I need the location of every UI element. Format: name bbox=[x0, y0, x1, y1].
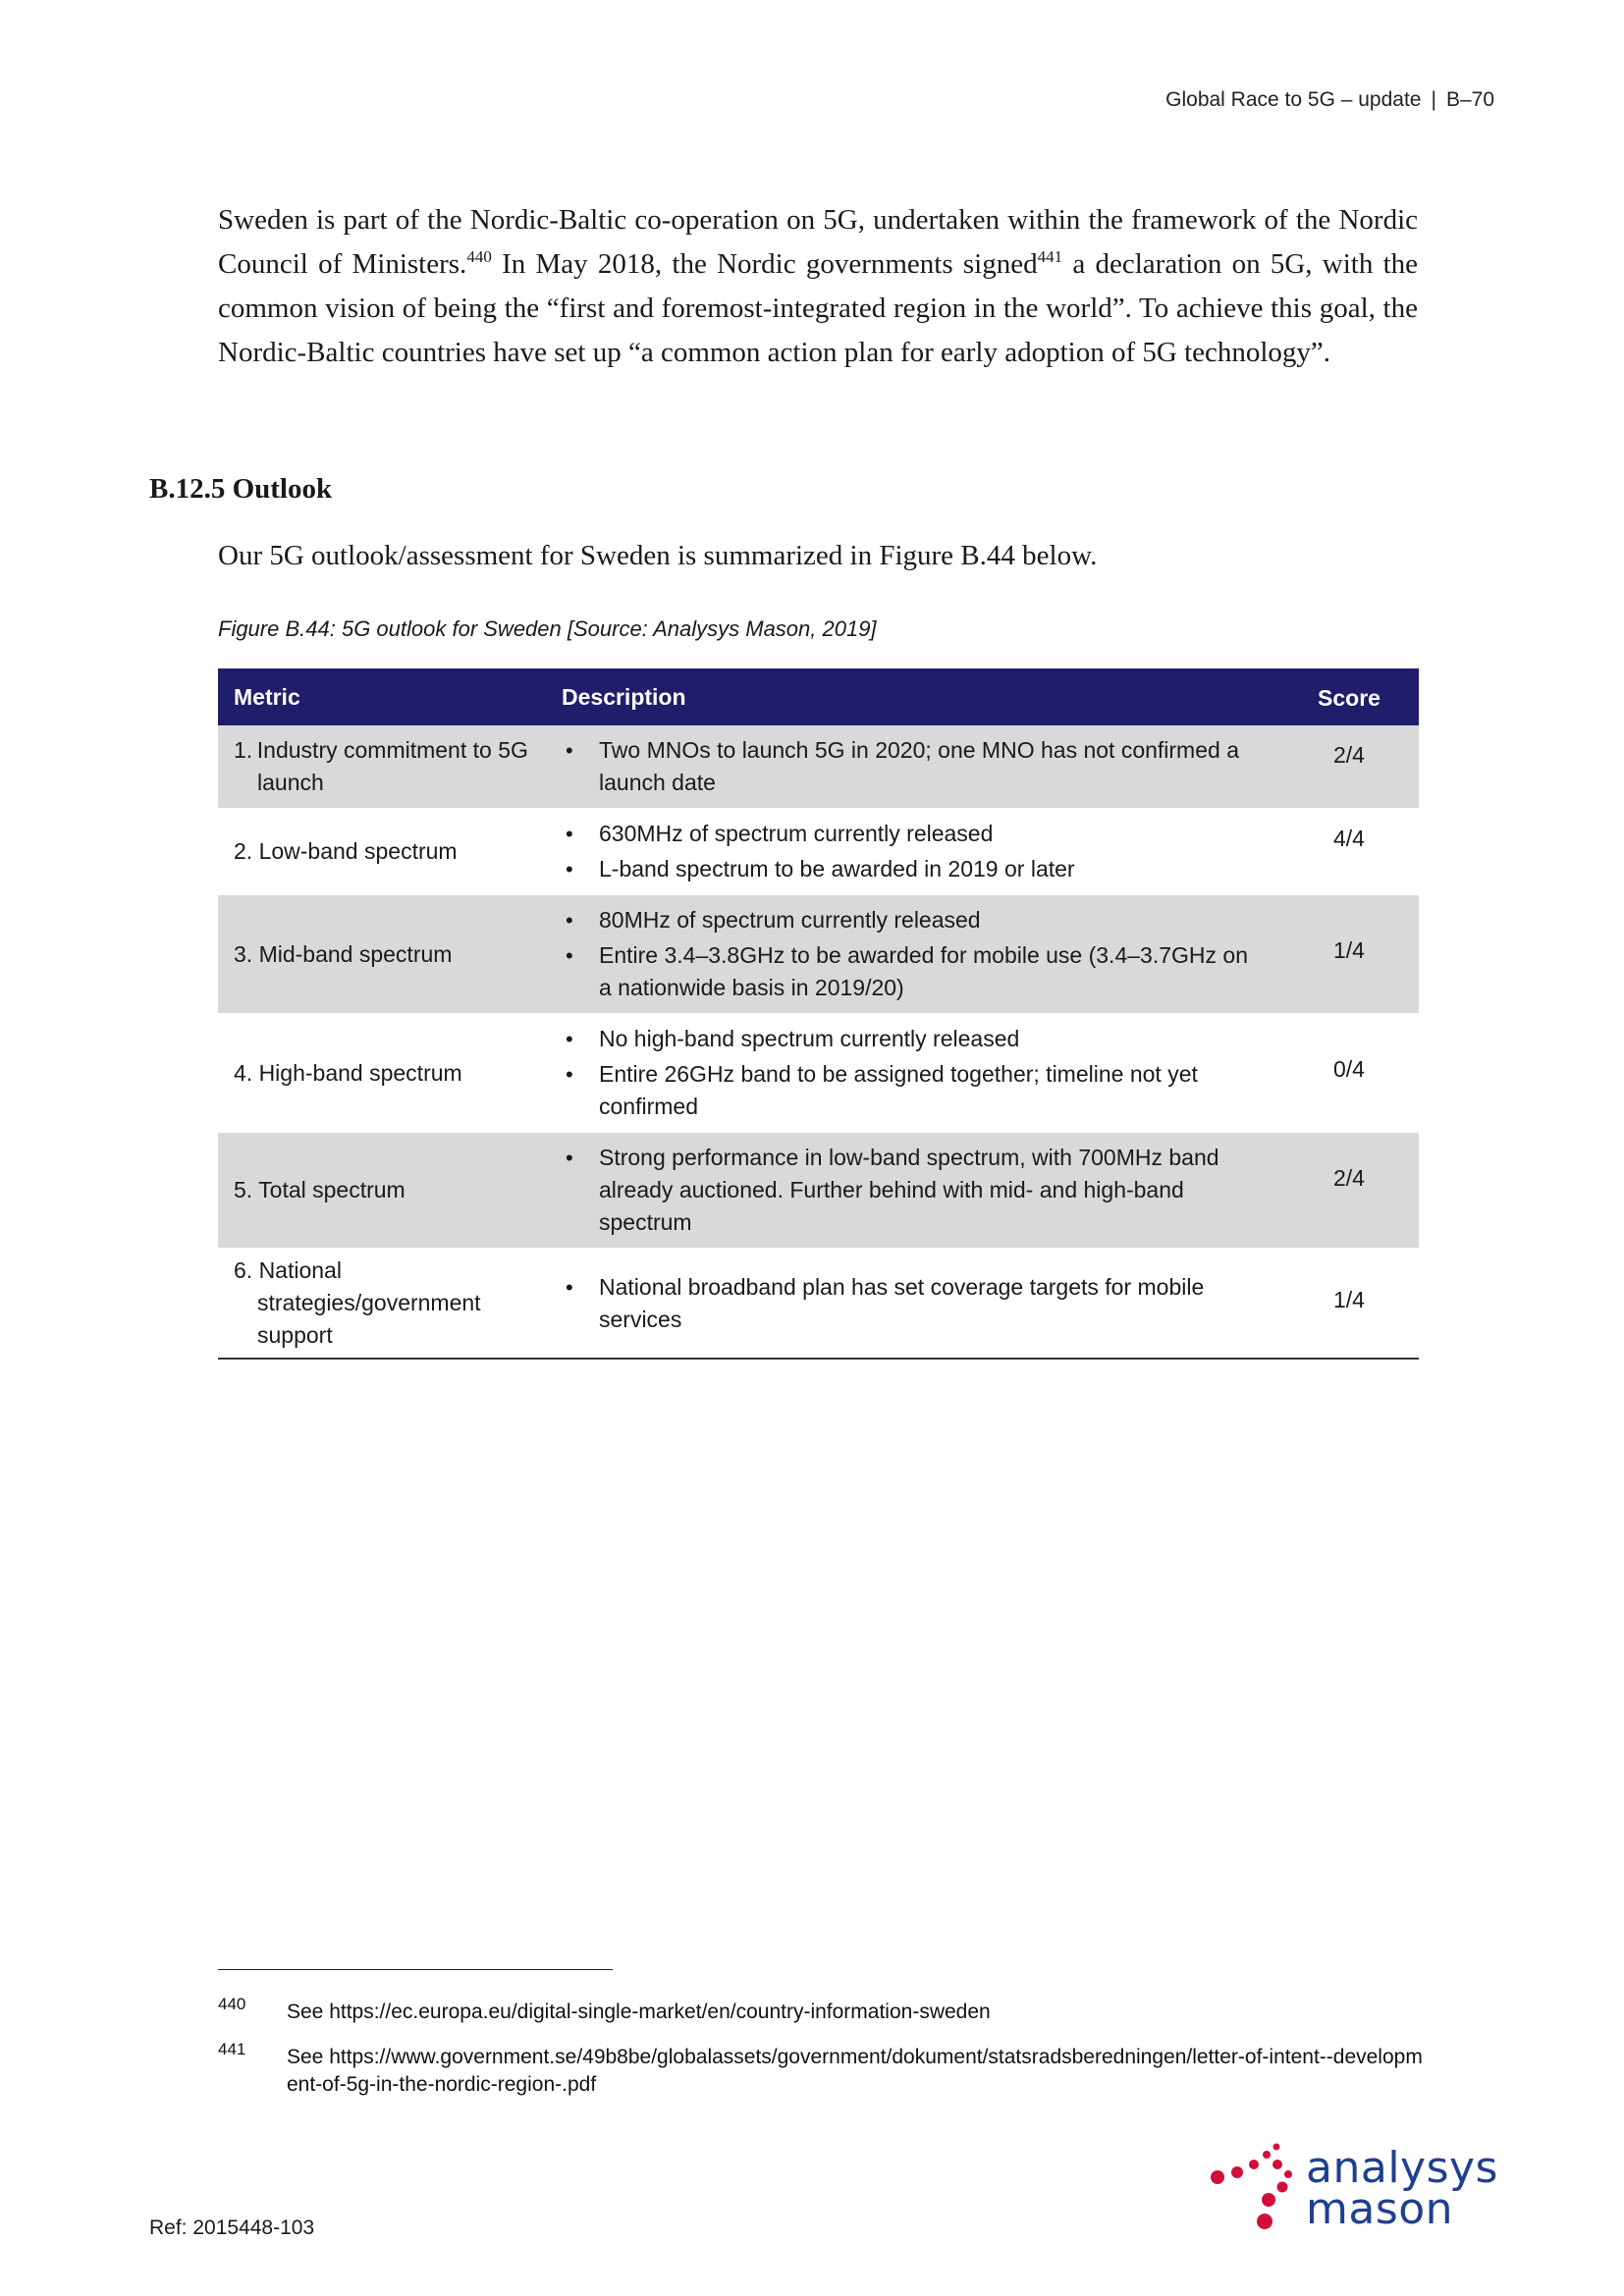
footnote-divider bbox=[218, 1969, 613, 1970]
footnote-link[interactable]: See https://ec.europa.eu/digital-single-market/en/country-information-sweden bbox=[287, 2001, 991, 2023]
description-cell bbox=[546, 895, 1279, 1014]
table-row bbox=[218, 1014, 1419, 1133]
footnote-link[interactable]: See https://www.government.se/49b8be/globalassets/government/dokument/statsradsberedningen/letter-of-intent--development-of-5g-in-the-nordic-region-.pdf bbox=[287, 2046, 1423, 2096]
description-bullet: • 80MHz of spectrum currently released bbox=[562, 904, 1264, 936]
description-bullet: • 630MHz of spectrum currently released bbox=[562, 818, 1264, 850]
description-cell bbox=[546, 725, 1279, 809]
score-cell: 4/4 bbox=[1279, 809, 1419, 895]
score-cell: 1/4 bbox=[1279, 1249, 1419, 1360]
header-metric: Metric bbox=[218, 668, 546, 725]
score-cell: 1/4 bbox=[1279, 895, 1419, 1014]
metric-cell bbox=[218, 895, 546, 1014]
body-text-part-2: In May 2018, the Nordic governments signed bbox=[491, 248, 1038, 280]
metric-label: 5. Total spectrum bbox=[234, 1177, 406, 1202]
metric-label: 4. High-band spectrum bbox=[234, 1059, 462, 1086]
table-row bbox=[218, 1133, 1419, 1249]
description-cell bbox=[546, 1014, 1279, 1133]
description-bullet: • National broadband plan has set coverage targets for mobile services bbox=[562, 1271, 1264, 1336]
metric-label: 1. Industry commitment to 5G launch bbox=[234, 737, 528, 795]
footnote-441 bbox=[218, 2040, 1426, 2099]
body-text-part-1: Sweden is part of the Nordic-Baltic co-operation on 5G, undertaken within the framework of the Nordic Council of Ministers. bbox=[218, 204, 1418, 280]
section-heading: B.12.5 Outlook bbox=[149, 473, 333, 505]
metric-label: 3. Mid-band spectrum bbox=[234, 940, 453, 967]
description-bullet: • Entire 26GHz band to be assigned together; timeline not yet confirmed bbox=[562, 1058, 1264, 1123]
score-cell: 2/4 bbox=[1279, 1133, 1419, 1249]
description-bullet: • Entire 3.4–3.8GHz to be awarded for mobile use (3.4–3.7GHz on a nationwide basis in 2019/20) bbox=[562, 939, 1264, 1004]
footnote-number: 441 bbox=[218, 2040, 246, 2058]
logo-word-analysys: analysys bbox=[1306, 2143, 1498, 2193]
outlook-table bbox=[218, 668, 1419, 1360]
document-reference: Ref: 2015448-103 bbox=[149, 2216, 315, 2239]
description-cell bbox=[546, 1249, 1279, 1360]
figure-caption: Figure B.44: 5G outlook for Sweden [Source: Analysys Mason, 2019] bbox=[218, 616, 877, 641]
footnote-ref-440[interactable]: 440 bbox=[466, 247, 492, 266]
footnote-number: 440 bbox=[218, 1995, 246, 2013]
header-separator: | bbox=[1431, 88, 1436, 111]
metric-label: 6. National strategies/government support bbox=[234, 1257, 481, 1348]
metric-cell bbox=[218, 1014, 546, 1133]
metric-label: 2. Low-band spectrum bbox=[234, 838, 458, 864]
description-bullet: • L-band spectrum to be awarded in 2019 or later bbox=[562, 853, 1264, 885]
logo-dots-icon bbox=[1208, 2135, 1316, 2243]
metric-cell bbox=[218, 809, 546, 895]
score-cell: 2/4 bbox=[1279, 725, 1419, 809]
metric-cell bbox=[218, 725, 546, 809]
table-row bbox=[218, 725, 1419, 809]
table-row bbox=[218, 895, 1419, 1014]
intro-paragraph: Our 5G outlook/assessment for Sweden is summarized in Figure B.44 below. bbox=[218, 540, 1098, 571]
description-bullet: • No high-band spectrum currently released bbox=[562, 1023, 1264, 1055]
table-row bbox=[218, 1249, 1419, 1360]
metric-cell bbox=[218, 1133, 546, 1249]
header-title: Global Race to 5G – update bbox=[1165, 88, 1422, 111]
description-bullet: • Two MNOs to launch 5G in 2020; one MNO has not confirmed a launch date bbox=[562, 734, 1264, 799]
description-bullet: • Strong performance in low-band spectrum, with 700MHz band already auctioned. Further behind with mid- and high-band spectrum bbox=[562, 1142, 1264, 1239]
body-paragraph bbox=[218, 198, 1418, 375]
page-header bbox=[1165, 88, 1494, 112]
metric-cell bbox=[218, 1249, 546, 1360]
analysys-mason-logo bbox=[1208, 2135, 1512, 2243]
table-row bbox=[218, 809, 1419, 895]
table-header-row bbox=[218, 668, 1419, 725]
footnote-ref-441[interactable]: 441 bbox=[1037, 247, 1063, 266]
logo-word-mason: mason bbox=[1306, 2184, 1454, 2234]
footnote-440 bbox=[218, 1995, 1426, 2026]
header-description: Description bbox=[546, 668, 1279, 725]
header-score: Score bbox=[1279, 668, 1419, 725]
score-cell: 0/4 bbox=[1279, 1014, 1419, 1133]
description-cell bbox=[546, 1133, 1279, 1249]
body-text-part-3: a declaration on 5G, with the common vision of being the “first and foremost-integrated region in the world”. To achieve this goal, the Nordic-Baltic countries have set up “a common action plan for early adoption of 5G technology”. bbox=[218, 248, 1419, 368]
header-page-number: B–70 bbox=[1445, 88, 1494, 111]
description-cell bbox=[546, 809, 1279, 895]
